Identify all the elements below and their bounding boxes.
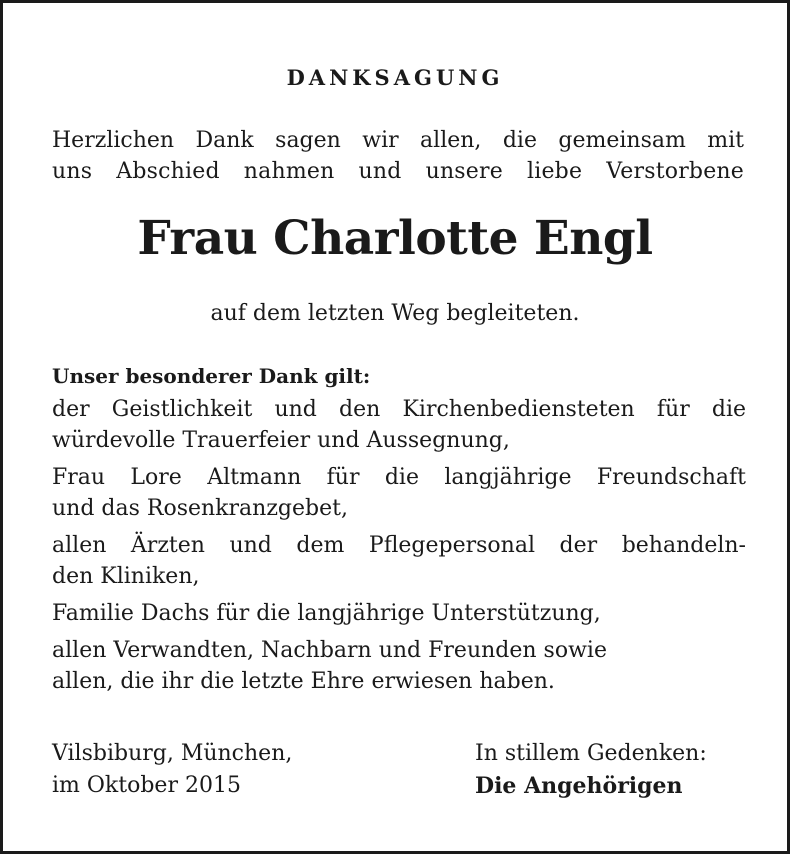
thanks-item-line: den Kliniken, xyxy=(52,564,200,589)
intro-line-1: Herzlichen Dank sagen wir allen, die gemeinsam mit xyxy=(52,128,744,153)
thanks-item xyxy=(52,530,746,592)
footer-place: Vilsbiburg, München, xyxy=(52,741,293,766)
thanks-item-line: und das Rosenkranzgebet, xyxy=(52,496,348,521)
footer-signature: Die Angehörigen xyxy=(475,773,683,799)
footer-memorial: In stillem Gedenken: xyxy=(475,741,707,766)
deceased-name: Frau Charlotte Engl xyxy=(137,211,653,266)
thanks-item-line: Frau Lore Altmann für die langjährige Freundschaft xyxy=(52,465,746,490)
thanks-item xyxy=(52,598,746,629)
thanks-item-line: allen, die ihr die letzte Ehre erwiesen haben. xyxy=(52,669,555,694)
thanks-item xyxy=(52,462,746,524)
thanks-item-line: allen Verwandten, Nachbarn und Freunden sowie xyxy=(52,638,607,663)
footer-signature-block xyxy=(475,738,755,802)
notice-heading: DANKSAGUNG xyxy=(286,65,504,90)
thanks-item xyxy=(52,394,746,456)
footer-place-date xyxy=(52,738,392,802)
follow-line: auf dem letzten Weg begleiteten. xyxy=(210,301,580,326)
footer-date: im Oktober 2015 xyxy=(52,773,241,798)
thanks-item xyxy=(52,635,746,697)
thanks-item-line: allen Ärzten und dem Pflegepersonal der behandeln- xyxy=(52,533,746,558)
intro-line-2: uns Abschied nahmen und unsere liebe Verstorbene xyxy=(52,159,744,184)
thanks-item-line: Familie Dachs für die langjährige Unterstützung, xyxy=(52,601,601,626)
thanks-item-line: der Geistlichkeit und den Kirchenbediensteten für die xyxy=(52,397,746,422)
thanks-subheading: Unser besonderer Dank gilt: xyxy=(52,364,371,388)
intro-paragraph xyxy=(52,125,744,187)
thanks-item-line: würdevolle Trauerfeier und Aussegnung, xyxy=(52,428,510,453)
thanks-section xyxy=(52,361,746,703)
